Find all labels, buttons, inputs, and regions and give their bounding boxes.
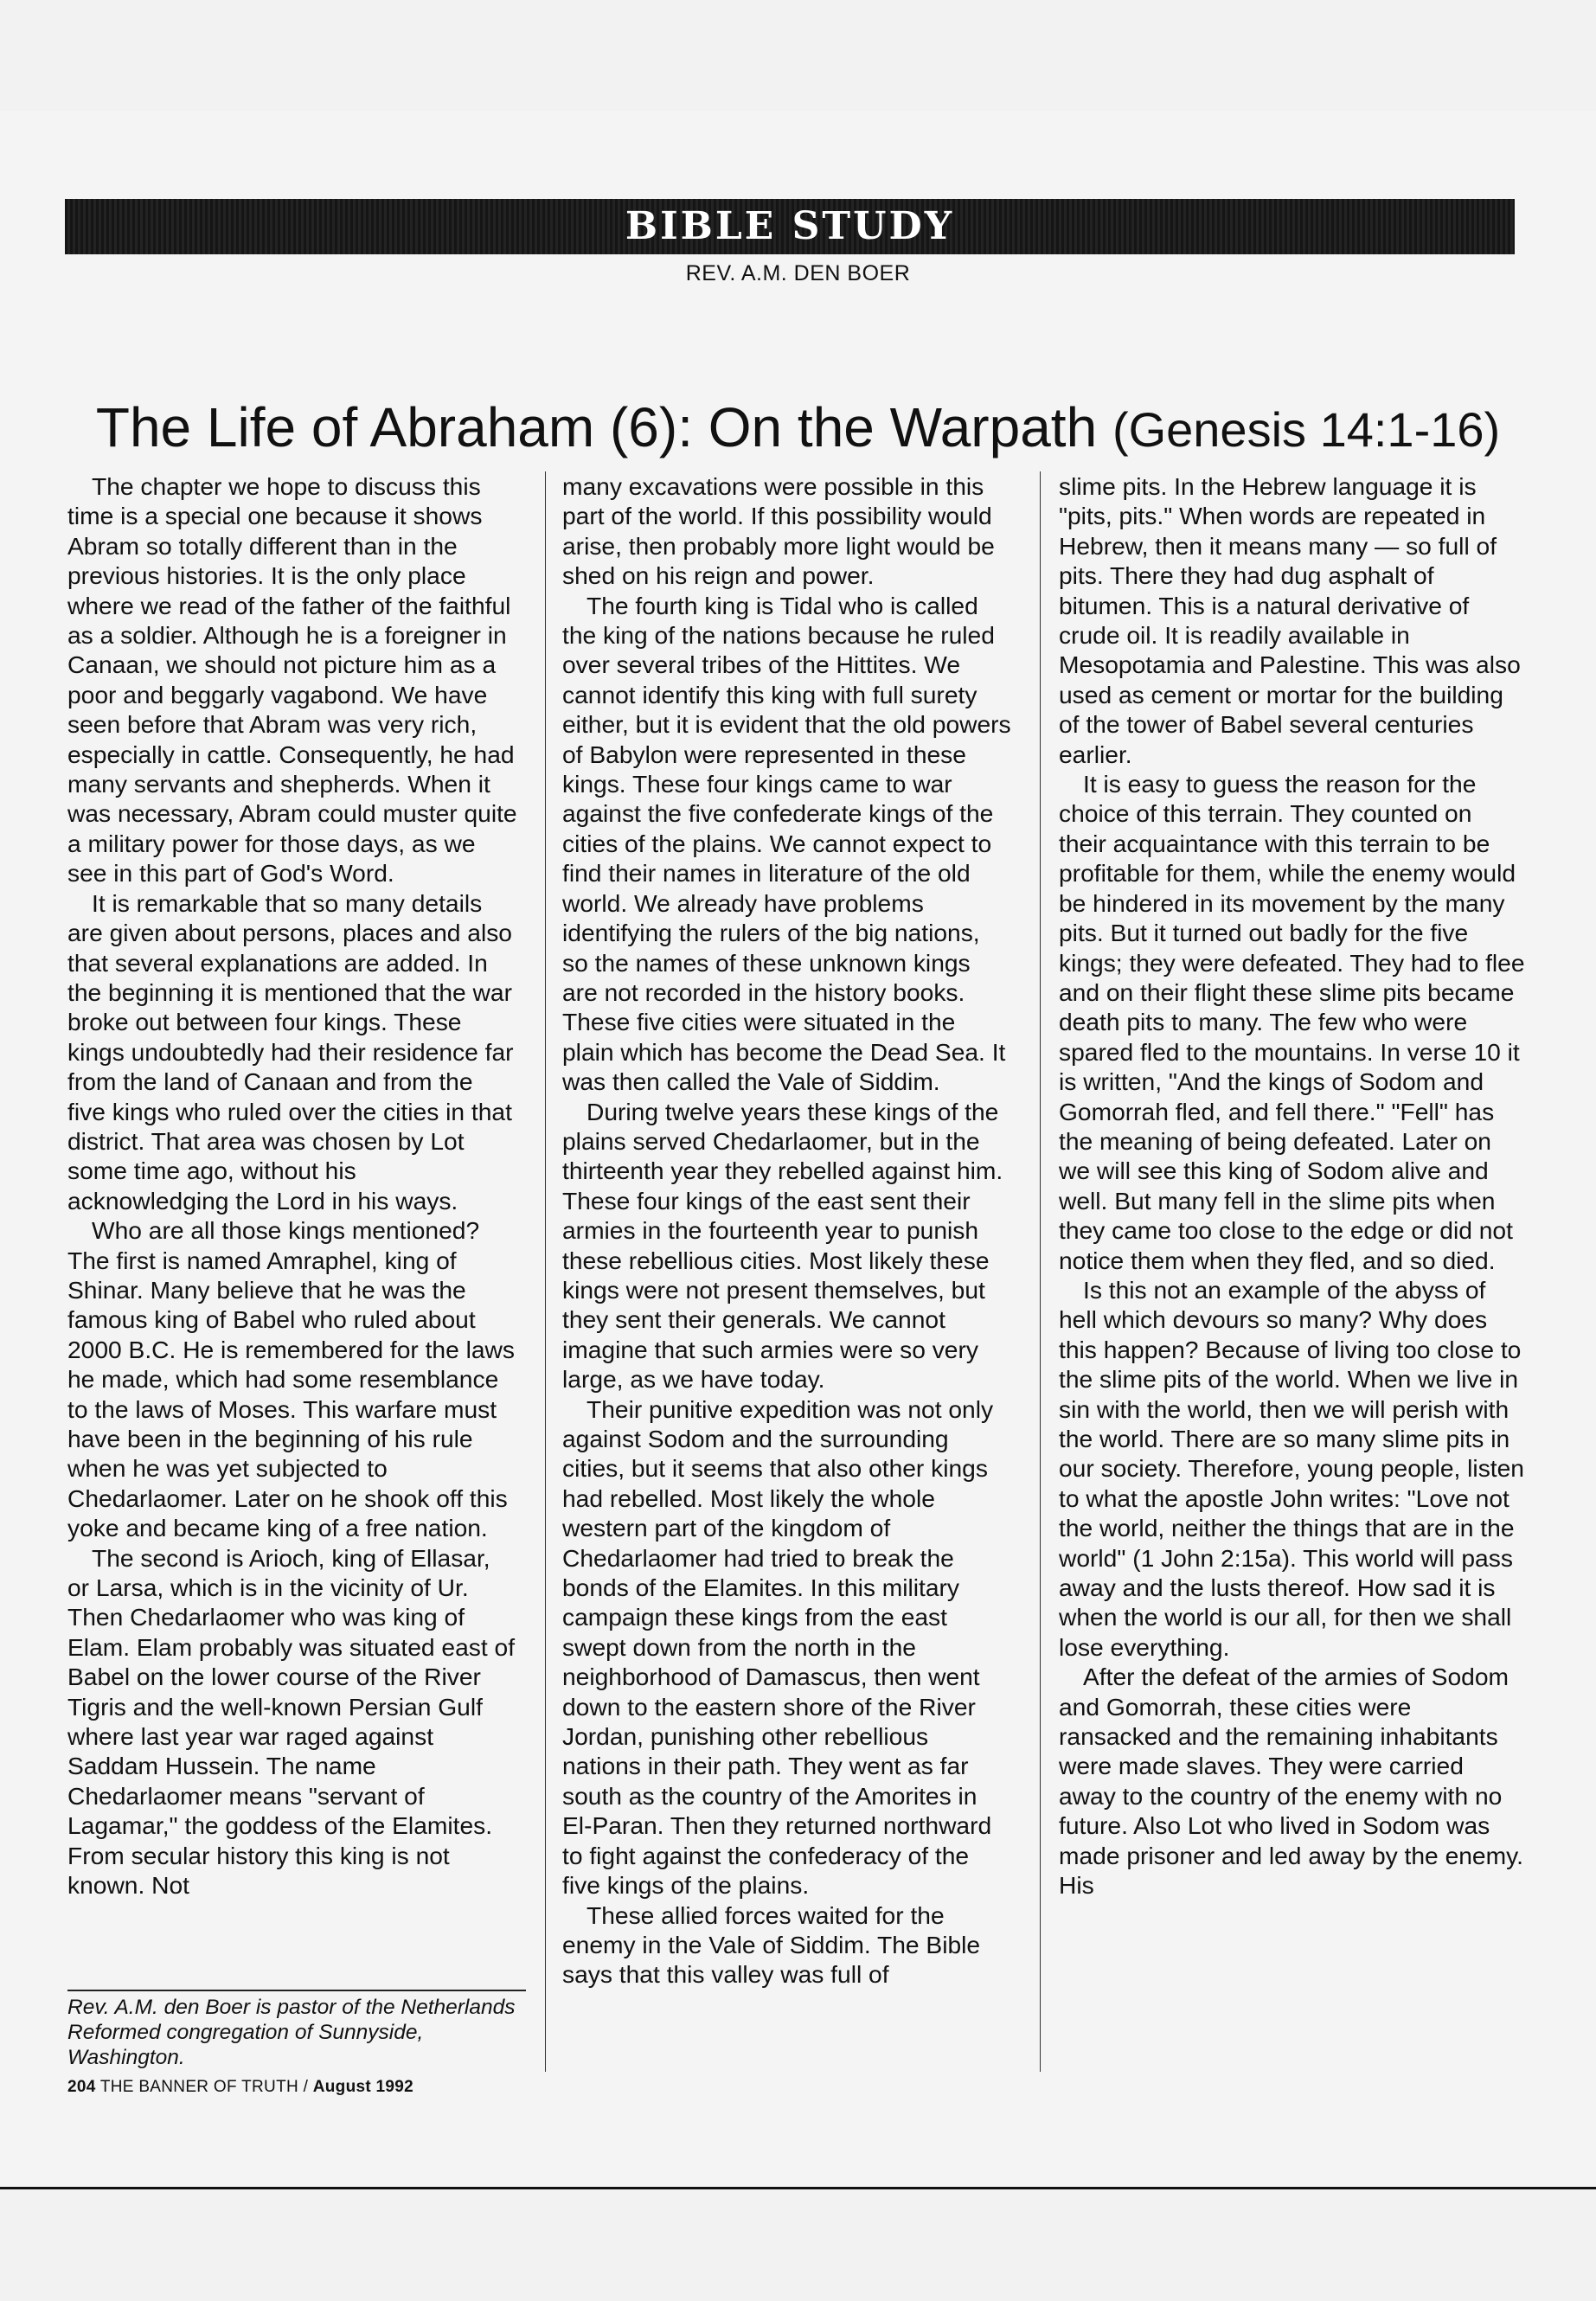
article-headline — [0, 396, 1596, 458]
column-divider — [1040, 471, 1041, 2072]
page-folio — [67, 2078, 413, 2097]
paragraph: It is easy to guess the reason for the choice of this terrain. They counted on their acquaintance with this terrain to be profitable for them, while the enemy would be hindered in its movement by the many pits. But it turned out badly for the five kings; they were defeated. They had to flee and on their flight these slime pits became death pits to many. The few who were spared fled to the mountains. In verse 10 it is written, "And the kings of Sodom and Gomorrah fled, and fell there." "Fell" has the meaning of being defeated. Later on we will see this king of Sodom alive and well. But many fell in the slime pits when they came too close to the edge or did not notice them when they fled, and so died. — [1059, 770, 1525, 1274]
headline-title: The Life of Abraham (6): On the Warpath — [95, 396, 1098, 458]
paragraph: During twelve years these kings of the plains served Chedarlaomer, but in the thirteenth year they rebelled against him. These four kings of the east sent their armies in the fourteenth year to punish these rebellious cities. Most likely these kings were not present themselves, but they sent their generals. We cannot imagine that such armies were so very large, as we have today. — [562, 1097, 1003, 1394]
article-column-3 — [1059, 471, 1526, 1900]
paragraph: The chapter we hope to discuss this time is a special one because it shows Abram so totally different than in the previous histories. It is the only place where we read of the father of the faithful as a soldier. Although he is a foreigner in Canaan, we should not picture him as a poor and beggarly vagabond. We have seen before that Abram was very rich, especially in cattle. Consequently, he had many servants and shepherds. When it was necessary, Abram could muster quite a military power for those days, as we see in this part of God's Word. — [67, 472, 517, 888]
paragraph: Who are all those kings mentioned? The first is named Amraphel, king of Shinar. Many believe that he was the famous king of Babel who ruled about 2000 B.C. He is remembered for the laws he made, which had some resemblance to the laws of Moses. This warfare must have been in the beginning of his rule when he was yet subjected to Chedarlaomer. Later on he shook off this yoke and became king of a free nation. — [67, 1216, 515, 1542]
issue-date: August 1992 — [312, 2078, 414, 2096]
paragraph: Their punitive expedition was not only against Sodom and the surrounding cities, but it seems that also other kings had rebelled. Most likely the whole western part of the kingdom of Chedarlaomer had tried to break the bonds of the Elamites. In this military campaign these kings from the east swept down from the north in the neighborhood of Damascus, then went down to the eastern shore of the River Jordan, punishing other rebellious nations in their path. They went as far south as the country of the Amorites in El-Paran. Then they returned northward to fight against the confederacy of the five kings of the plains. — [562, 1394, 994, 1900]
article-column-1 — [67, 471, 517, 1900]
publication-name: THE BANNER OF TRUTH / — [99, 2078, 309, 2096]
paragraph: many excavations were possible in this part of the world. If this possibility would arise, then probably more light would be shed on his reign and power. — [562, 472, 995, 590]
author-footnote: Rev. A.M. den Boer is pastor of the Netherlands Reformed congregation of Sunnyside, Washington. — [67, 1996, 516, 2069]
bottom-rule — [0, 2187, 1596, 2189]
page-number: 204 — [67, 2078, 96, 2096]
paragraph: Is this not an example of the abyss of hell which devours so many? Why does this happen? Because of living too close to the slime pits of the world. When we live in sin with the world, then we will perish with the world. There are so many slime pits in our society. Therefore, young people, listen to what the apostle John writes: "Love not the world, neither the things that are in the world" (1 John 2:15a). This world will pass away and the lusts thereof. How sad it is when the world is our all, for then we shall lose everything. — [1059, 1275, 1524, 1661]
paragraph: These allied forces waited for the enemy in the Vale of Siddim. The Bible says that this valley was full of — [562, 1900, 981, 1989]
footnote-rule — [67, 1990, 526, 1991]
paragraph: The second is Arioch, king of Ellasar, or Larsa, which is in the vicinity of Ur. Then Chedarlaomer who was king of Elam. Elam probably was situated east of Babel on the lower course of the River Tigris and the well-known Persian Gulf where last year war raged against Saddam Hussein. The name Chedarlaomer means "servant of Lagamar," the goddess of the Elamites. From secular history this king is not known. Not — [67, 1543, 516, 1900]
paragraph: After the defeat of the armies of Sodom and Gomorrah, these cities were ransacked and the remaining inhabitants were made slaves. They were carried away to the country of the enemy with no future. Also Lot who lived in Sodom was made prisoner and led away by the enemy. His — [1059, 1663, 1523, 1900]
headline-reference: (Genesis 14:1-16) — [1112, 402, 1501, 457]
paragraph: It is remarkable that so many details are given about persons, places and also that several explanations are added. In the beginning it is mentioned that the war broke out between four kings. These kings undoubtedly had their residence far from the land of Canaan and from the five kings who ruled over the cities in that district. That area was chosen by Lot some time ago, without his acknowledging the Lord in his ways. — [67, 888, 514, 1215]
author-byline: REV. A.M. DEN BOER — [685, 261, 911, 285]
column-divider — [545, 471, 546, 2072]
article-column-2 — [562, 471, 1012, 1990]
paragraph: slime pits. In the Hebrew language it is "pits, pits." When words are repeated in Hebrew, then it means many — so full of pits. There they had dug asphalt of bitumen. This is a natural derivative of crude oil. It is readily available in Mesopotamia and Palestine. This was also used as cement or mortar for the building of the tower of Babel several centuries earlier. — [1059, 472, 1521, 768]
paragraph: The fourth king is Tidal who is called the king of the nations because he ruled over several tribes of the Hittites. We cannot identify this king with full surety either, but it is evident that the old powers of Babylon were represented in these kings. These four kings came to war against the five confederate kings of the cities of the plains. We cannot expect to find their names in literature of the old world. We already have problems identifying the rulers of the big nations, so the names of these unknown kings are not recorded in the history books. These five cities were situated in the plain which has become the Dead Sea. It was then called the Vale of Siddim. — [562, 591, 1011, 1096]
section-banner — [65, 199, 1515, 254]
section-title: BIBLE STUDY — [625, 204, 955, 248]
